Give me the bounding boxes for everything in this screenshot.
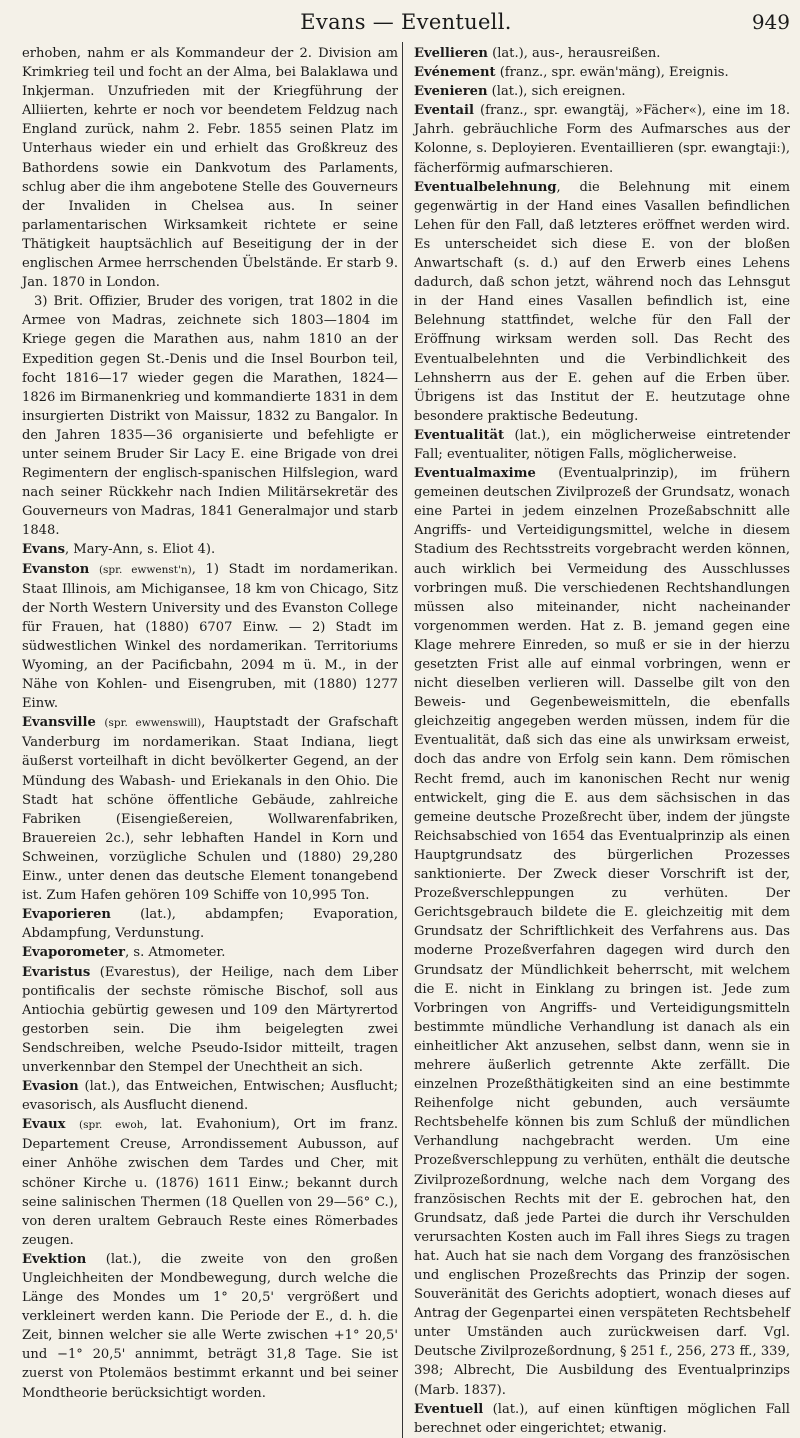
headword: Evaristus: [22, 964, 91, 980]
headword: Evénement: [414, 65, 496, 81]
definition: (lat.), aus-, herausreißen.: [487, 46, 661, 61]
headword: Evanston: [22, 561, 90, 577]
entry-eventualmaxime: [414, 464, 790, 1400]
definition: , lat. Evahonium), Ort im franz. Departement Creuse, Arrondissement Aubusson, auf einer Anhöhe zwischen dem Tardes und Cher, mit schöner Kirche u. (1876) 1611 Einw.; bekannt durch seine salinischen Thermen (18 Quellen von 29—56° C.), von deren uraltem Gebrauch Reste eines Römerbades zeugen.: [22, 1117, 398, 1248]
definition: , s. Atmometer.: [125, 945, 226, 961]
continued-text-item-3: 3) Brit. Offizier, Bruder des vorigen, trat 1802 in die Armee von Madras, zeichnete sich 1803—1804 im Kriege gegen die Marathen aus, nahm 1810 an der Expedition gegen St.-Denis und die Insel Bourbon teil, focht 1816—17 wieder gegen die Marathen, 1824—1826 im Birmanenkrieg und kommandierte 1831 in dem insurgierten Distrikt von Maissur, 1832 zu Bangalor. In den Jahren 1835—36 organisierte und befehligte er unter seinem Bruder Sir Lacy E. eine Brigade von drei Regimentern der englisch-spanischen Hilfslegion, ward nach seiner Rückkehr nach Indien Militärsekretär des Gouverneurs von Madras, 1841 Generalmajor und starb 1848.: [22, 294, 398, 539]
entry-evaristus: [22, 963, 398, 1078]
entry-evaporieren: [22, 905, 398, 943]
continued-text: erhoben, nahm er als Kommandeur der 2. Division am Krimkrieg teil und focht an der Alma, bei Balaklawa und Inkjerman. Unzufrieden mit der Kriegführung der Alliierten, kehrte er noch vor beendetem Feldzug nach England zurück, nahm 2. Febr. 1855 seinen Platz im Unterhaus wieder ein und erhielt das Großkreuz des Bathordens sowie ein Dankvotum des Parlaments, schlug aber die ihm angebotene Stelle des Gouverneurs der Invaliden in Chelsea aus. In seiner parlamentarischen Wirksamkeit richtete er seine Thätigkeit hauptsächlich auf Beseitigung der in der englischen Armee herrschenden Übelstände. Er starb 9. Jan. 1870 in London.: [22, 46, 398, 291]
definition: , Mary-Ann, s. Eliot 4).: [64, 542, 216, 558]
definition: , 1) Stadt im nordamerikan. Staat Illinois, am Michigansee, 18 km von Chicago, Sitz der North Western University und des Evanston College für Frauen, hat (1880) 6707 Einw. — 2) Stadt im südwestlichen Winkel des nordamerikan. Territoriums Wyoming, an der Pacificbahn, 2094 m ü. M., in der Nähe von Kohlen- und Eisengruben, mit (1880) 1277 Einw.: [22, 561, 398, 712]
definition: (lat.), abdampfen; Evaporation, Abdampfung, Verdunstung.: [22, 907, 398, 942]
pronunciation: (spr. ewwenst'n): [98, 563, 192, 576]
headword: Eventualität: [414, 427, 505, 443]
definition: (lat.), auf einen künftigen möglichen Fall berechnet oder eingerichtet; etwanig.: [414, 1401, 790, 1436]
headword: Evaux: [22, 1117, 66, 1133]
two-column-body: [22, 44, 790, 1438]
definition: (lat.), das Entweichen, Entwischen; Ausflucht; evasorisch, als Ausflucht dienend.: [22, 1079, 398, 1114]
entry-evenement: [414, 63, 790, 82]
right-column: [414, 44, 790, 1438]
headword: Evans: [22, 542, 65, 558]
entry-evaux: [22, 1115, 398, 1250]
entry-evellieren: [414, 44, 790, 63]
definition: (franz., spr. ewangtäj, »Fächer«), eine im 18. Jahrh. gebräuchliche Form des Aufmarsches aus der Kolonne, s. Deployieren. Eventaillieren (spr. ewangtajiː), fächerförmig aufmarschieren.: [414, 103, 790, 176]
entry-evaporometer: [22, 943, 398, 962]
entry-eventail: [414, 101, 790, 177]
definition: , Hauptstadt der Grafschaft Vanderburg im nordamerikan. Staat Indiana, liegt äußerst vorteilhaft in dicht bevölkerter Gegend, an der Mündung des Wabash- und Eriekanals in den Ohio. Die Stadt hat schöne öffentliche Gebäude, zahlreiche Fabriken (Eisengießereien, Wollwarenfabriken, Brauereien 2c.), sehr lebhaften Handel in Korn und Schweinen, vorzügliche Schulen und (1880) 29,280 Einw., unter denen das deutsche Element tonangebend ist. Zum Hafen gehören 109 Schiffe von 10,995 Ton.: [22, 715, 398, 904]
pronunciation: (spr. ewwenswill): [104, 717, 202, 730]
definition: (lat.), ein möglicherweise eintretender Fall; eventualiter, nötigen Falls, möglicherweise.: [414, 427, 790, 462]
headword: Evaporieren: [22, 907, 111, 923]
left-column: [22, 44, 398, 1438]
entry-evanston: [22, 560, 398, 714]
page-number: 949: [751, 10, 790, 34]
headword: Eventail: [414, 103, 474, 119]
definition: , die Belehnung mit einem gegenwärtig in der Hand eines Vasallen befindlichen Lehen für den Fall, daß letzteres eröffnet werden wird. Es unterscheidet sich diese E. von der bloßen Anwartschaft (s. d.) auf den Erwerb eines Lehens dadurch, daß schon jetzt, während noch das Lehnsgut in der Hand eines Vasallen befindlich ist, eine Belehnung stattfindet, welche für den Fall der Eröffnung wirksam werden soll. Das Recht des Eventualbelehnten und die Verbindlichkeit des Lehnsherrn aus der E. gehen auf die Erben über. Übrigens ist das Institut der E. heutzutage ohne besondere praktische Bedeutung.: [414, 179, 790, 424]
headword: Eventualmaxime: [414, 466, 536, 482]
entry-eventualitaet: [414, 426, 790, 464]
headword: Evellieren: [414, 46, 488, 61]
column-divider: [402, 42, 403, 1438]
entry-evasion: [22, 1077, 398, 1115]
pronunciation: (spr. ewoh: [78, 1119, 144, 1132]
headword: Evansville: [22, 715, 96, 731]
headword: Evaporometer: [22, 945, 126, 961]
definition: (lat.), die zweite von den großen Ungleichheiten der Mondbewegung, durch welche die Länge des Mondes um 1° 20,5' vergrößert und verkleinert werden kann. Die Periode der E., d. h. die Zeit, binnen welcher sie alle Werte zwischen +1° 20,5' und −1° 20,5' annimmt, beträgt 31,8 Tage. Sie ist zuerst von Ptolemäos bestimmt erkannt und bei seiner Mondtheorie berücksichtigt worden.: [22, 1251, 398, 1401]
entry-eventuell: [414, 1400, 790, 1438]
headword: Evasion: [22, 1079, 79, 1095]
entry-eventualbelehnung: [414, 178, 790, 426]
definition: (Evarestus), der Heilige, nach dem Liber pontificalis der sechste römische Bischof, soll aus Antiochia gebürtig gewesen und 109 den Märtyrertod gestorben sein. Die ihm beigelegten zwei Sendschreiben, welche Pseudo-Isidor mitteilt, tragen unverkennbar den Stempel der Unechtheit an sich.: [22, 964, 398, 1075]
definition: (Eventualprinzip), im frühern gemeinen deutschen Zivilprozeß der Grundsatz, wonach eine Partei in jedem einzelnen Prozeßabschnitt alle Angriffs- und Verteidigungsmittel, welche in diesem Stadium des Rechtsstreits vorgebracht werden können, auch wirklich bei Vermeidung des Ausschlusses vorbringen muß. Die verschiedenen Rechtshandlungen müssen also miteinander, nicht nacheinander vorgenommen werden. Hat z. B. jemand gegen eine Klage mehrere Einreden, so muß er sie in der hierzu gesetzten Frist alle auf einmal vorbringen, wenn er nicht dieselben verlieren will. Dasselbe gilt von den Beweis- und Gegenbeweismitteln, die ebenfalls gleichzeitig angegeben werden müssen, indem für die Eventualität, daß sich das eine als unwirksam erweist, doch das andre von Erfolg sein kann. Dem römischen Recht fremd, auch im kanonischen Recht nur wenig entwickelt, ging die E. aus dem sächsischen in das gemeine deutsche Prozeßrecht über, indem der jüngste Reichsabschied von 1654 das Eventualprinzip als einen Hauptgrundsatz des bürgerlichen Prozesses sanktionierte. Der Zweck dieser Vorschrift ist der, Prozeßverschleppungen zu verhüten. Der Gerichtsgebrauch bildete die E. gleichzeitig mit dem Grundsatz der Schriftlichkeit des Verfahrens aus. Das moderne Prozeßverfahren dagegen wird durch den Grundsatz der Mündlichkeit beherrscht, mit welchem die E. nicht in Einklang zu bringen ist. Jede zum Vorbringen von Angriffs- und Verteidigungsmitteln bestimmte mündliche Verhandlung ist danach als ein einheitlicher Akt anzusehen, selbst dann, wenn sie in mehrere äußerlich getrennte Akte zerfällt. Die einzelnen Prozeßthätigkeiten sind an eine bestimmte Reihenfolge nicht gebunden, auch versäumte Rechtsbehelfe können bis zum Schluß der mündlichen Verhandlung nachgebracht werden. Um eine Prozeßverschleppung zu verhüten, enthält die deutsche Zivilprozeßordnung, welche nach dem Vorgang des französischen Rechts mit der E. gebrochen hat, den Grundsatz, daß jede Partei die durch ihr Verschulden verursachten Kosten auch im Fall ihres Siegs zu tragen hat. Auch hat sie nach dem Vorgang des französischen und englischen Prozeßrechts das Prinzip der sogen. Souveränität des Gerichts adoptiert, wonach dieses auf Antrag der Gegenpartei einen verspäteten Rechtsbehelf unter Umständen auch zurückweisen darf. Vgl. Deutsche Zivilprozeßordnung, § 251 f., 256, 273 ff., 339, 398; Albrecht, Die Ausbildung des Eventualprinzips (Marb. 1837).: [414, 466, 790, 1398]
entry-evansville: [22, 713, 398, 905]
entry-evektion: [22, 1250, 398, 1403]
headword: Eventualbelehnung: [414, 179, 557, 195]
definition: (lat.), sich ereignen.: [487, 84, 626, 100]
headword: Evenieren: [414, 84, 488, 100]
running-head: Evans — Eventuell.: [300, 10, 512, 34]
page-header: [22, 0, 790, 44]
headword: Evektion: [22, 1251, 87, 1267]
headword: Eventuell: [414, 1401, 484, 1417]
entry-evans: [22, 540, 398, 559]
definition: (franz., spr. ewän'mäng), Ereignis.: [495, 65, 729, 81]
entry-evenieren: [414, 82, 790, 101]
